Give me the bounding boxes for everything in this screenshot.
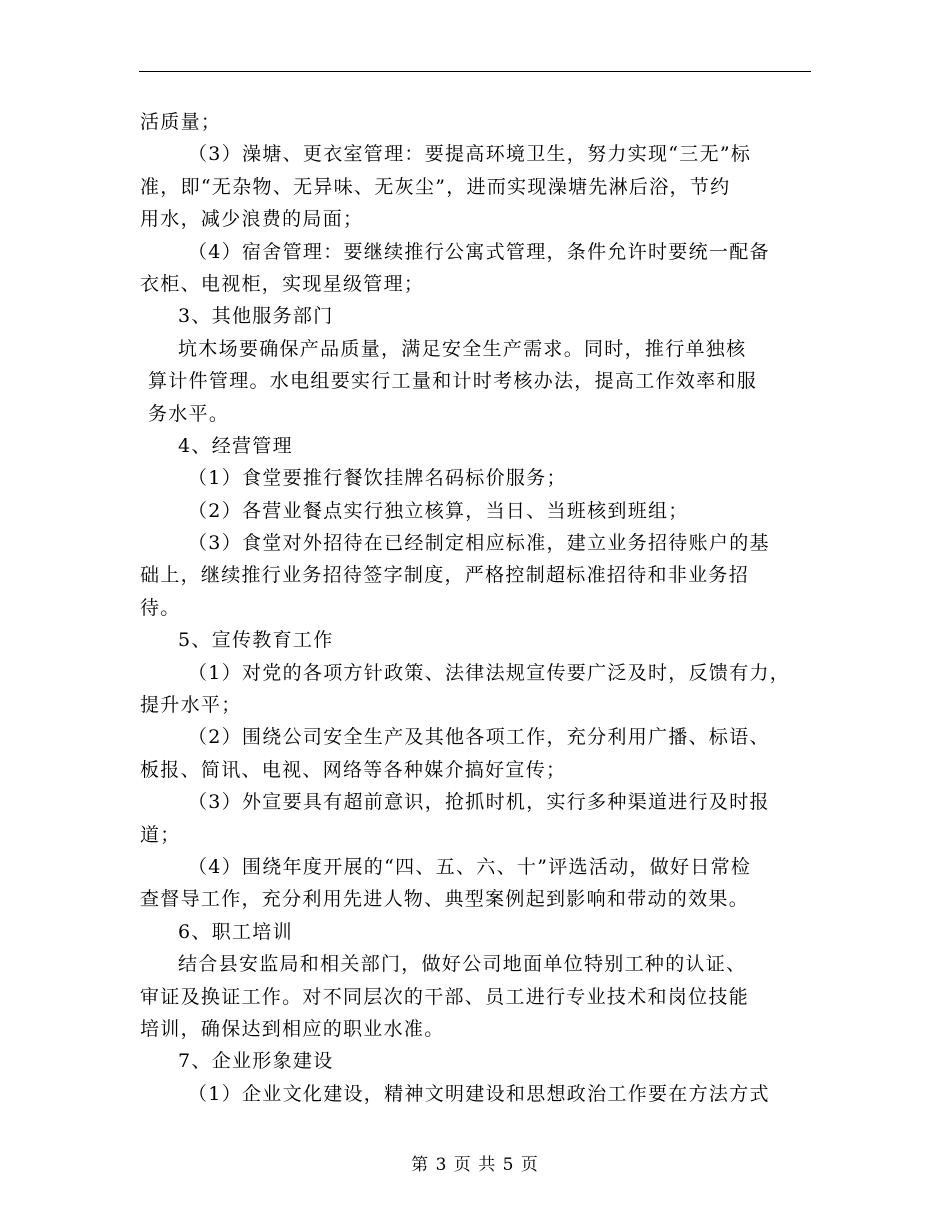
section-heading: 7、企业形象建设 [178, 1050, 334, 1073]
text-line: （1）对党的各项方针政策、法律法规宣传要广泛及时，反馈有力， [188, 661, 791, 684]
text-line: 结合县安监局和相关部门，做好公司地面单位特别工种的认证、 [178, 953, 747, 976]
text-line: （3）澡塘、更衣室管理：要提高环境卫生，努力实现“三无”标 [188, 143, 752, 166]
text-line: （4）宿舍管理：要继续推行公寓式管理，条件允许时要统一配备 [188, 240, 770, 263]
section-heading: 3、其他服务部门 [178, 305, 334, 328]
text-line: 活质量； [140, 111, 222, 133]
text-line: 道； [140, 823, 181, 846]
text-line: 待。 [140, 596, 181, 619]
text-line: 板报、简讯、电视、网络等各种媒介搞好宣传； [140, 758, 567, 781]
text-line: （3）外宣要具有超前意识，抢抓时机，实行多种渠道进行及时报 [188, 791, 770, 814]
text-line: 务水平。 [148, 402, 230, 425]
text-line: 础上，继续推行业务招待签字制度，严格控制超标准招待和非业务招 [140, 564, 750, 587]
section-heading: 4、经营管理 [178, 434, 293, 457]
document-body [140, 106, 812, 1110]
text-line: 提升水平； [140, 694, 242, 717]
text-line: （1）企业文化建设，精神文明建设和思想政治工作要在方法方式 [188, 1082, 770, 1105]
text-line: （2）围绕公司安全生产及其他各项工作，充分利用广播、标语、 [188, 726, 770, 749]
text-line: （3）食堂对外招待在已经制定相应标准，建立业务招待账户的基 [188, 532, 770, 555]
header-rule [139, 71, 811, 72]
text-line: （4）围绕年度开展的“四、五、六、十”评选活动，做好日常检 [188, 855, 752, 878]
text-line: 算计件管理。水电组要实行工量和计时考核办法，提高工作效率和服 [148, 370, 758, 393]
text-line: 审证及换证工作。对不同层次的干部、员工进行专业技术和岗位技能 [140, 985, 750, 1008]
text-line: 查督导工作，充分利用先进人物、典型案例起到影响和带动的效果。 [140, 888, 750, 911]
section-heading: 6、职工培训 [178, 920, 293, 943]
text-line: 用水，减少浪费的局面； [140, 208, 364, 231]
page-footer: 第 3 页 共 5 页 [411, 1155, 539, 1175]
section-heading: 5、宣传教育工作 [178, 629, 334, 652]
text-line: 培训，确保达到相应的职业水准。 [140, 1017, 445, 1040]
text-line: （1）食堂要推行餐饮挂牌名码标价服务； [188, 467, 567, 490]
text-line: 准，即“无杂物、无异味、无灰尘”，进而实现澡塘先淋后浴，节约 [140, 175, 731, 198]
text-line: 坑木场要确保产品质量，满足安全生产需求。同时，推行单独核 [178, 337, 747, 360]
text-line: （2）各营业餐点实行独立核算，当日、当班核到班组； [188, 499, 689, 522]
text-line: 衣柜、电视柜，实现星级管理； [140, 272, 425, 295]
